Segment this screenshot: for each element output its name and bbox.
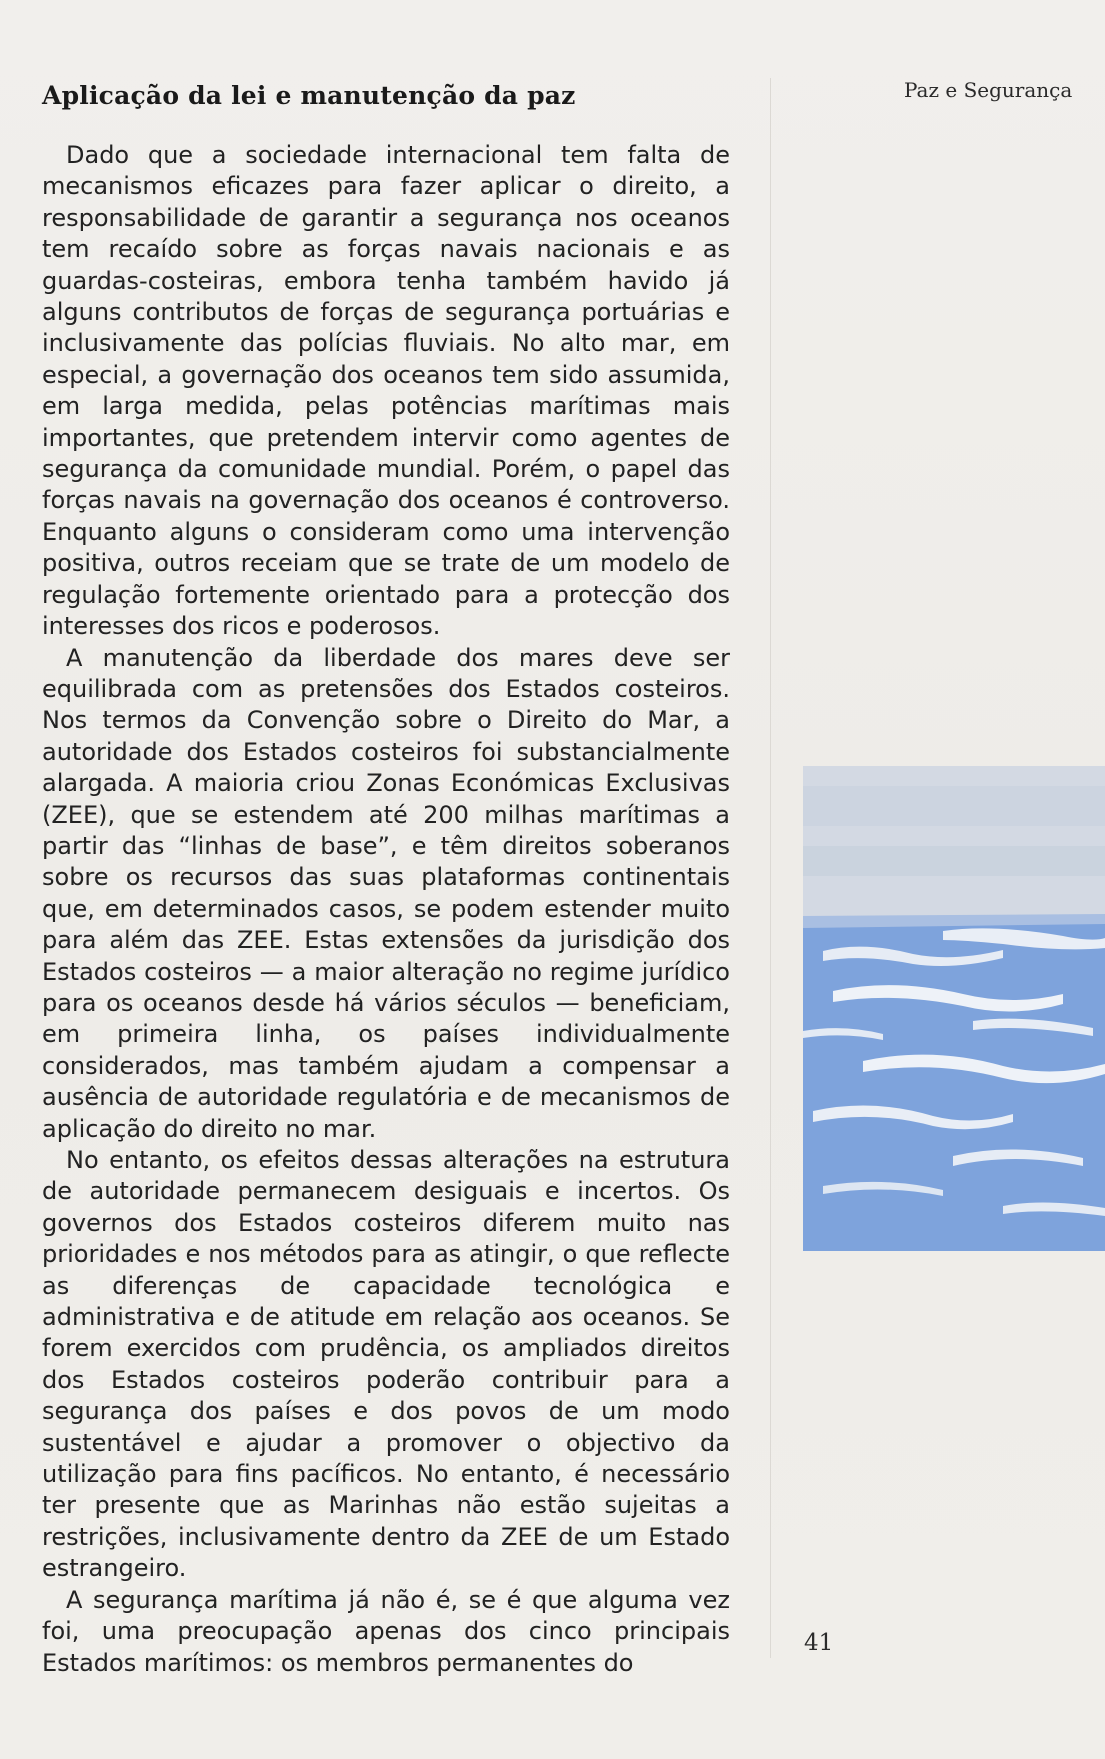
page-number: 41 — [804, 1630, 834, 1656]
section-title: Aplicação da lei e manutenção da paz — [42, 81, 576, 110]
paragraph-2: A manutenção da liberdade dos mares deve ser equilibrada com as pretensões dos Estados costeiros. Nos termos da Convenção sobre o Direito do Mar, a autoridade dos Estados costeiros foi substancialmente alargada. A maioria criou Zonas Económicas Exclusivas (ZEE), que se estendem até 200 milhas marítimas a partir das “linhas de base”, e têm direitos soberanos sobre os recursos das suas plataformas continentais que, em determinados casos, se podem estender muito para além das ZEE. Estas extensões da jurisdição dos Estados costeiros — a maior alteração no regime jurídico para os oceanos desde há vários séculos — beneficiam, em primeira linha, os países individualmente considerados, mas também ajudam a compensar a ausência de autoridade regulatória e de mecanismos de aplicação do direito no mar. — [42, 643, 730, 1143]
running-head: Paz e Segurança — [904, 78, 1073, 102]
paragraph-4: A segurança marítima já não é, se é que alguma vez foi, uma preocupação apenas dos cinco principais Estados marítimos: os membros permanentes do — [42, 1585, 730, 1677]
paragraph-3: No entanto, os efeitos dessas alterações na estrutura de autoridade permanecem desiguais e incertos. Os governos dos Estados costeiros diferem muito nas prioridades e nos métodos para as atingir, o que reflecte as diferenças de capacidade tecnológica e administrativa e de atitude em relação aos oceanos. Se forem exercidos com prudência, os ampliados direitos dos Estados costeiros poderão contribuir para a segurança dos países e dos povos de um modo sustentável e ajudar a promover o objectivo da utilização para fins pacíficos. No entanto, é necessário ter presente que as Marinhas não estão sujeitas a restrições, inclusivamente dentro da ZEE de um Estado estrangeiro. — [42, 1146, 730, 1583]
main-text-column — [42, 76, 730, 1679]
column-divider — [770, 78, 771, 1658]
sea-photo-icon — [803, 766, 1105, 1251]
paragraph-1: Dado que a sociedade internacional tem falta de mecanismos eficazes para fazer aplicar o direito, a responsabilidade de garantir a segurança nos oceanos tem recaído sobre as forças navais nacionais e as guardas-costeiras, embora tenha também havido já alguns contributos de forças de segurança portuárias e inclusivamente das polícias fluviais. No alto mar, em especial, a governação dos oceanos tem sido assumida, em larga medida, pelas potências marítimas mais importantes, que pretendem intervir como agentes de segurança da comunidade mundial. Porém, o papel das forças navais na governação dos oceanos é controverso. Enquanto alguns o consideram como uma intervenção positiva, outros receiam que se trate de um modelo de regulação fortemente orientado para a protecção dos interesses dos ricos e poderosos. — [42, 141, 730, 641]
